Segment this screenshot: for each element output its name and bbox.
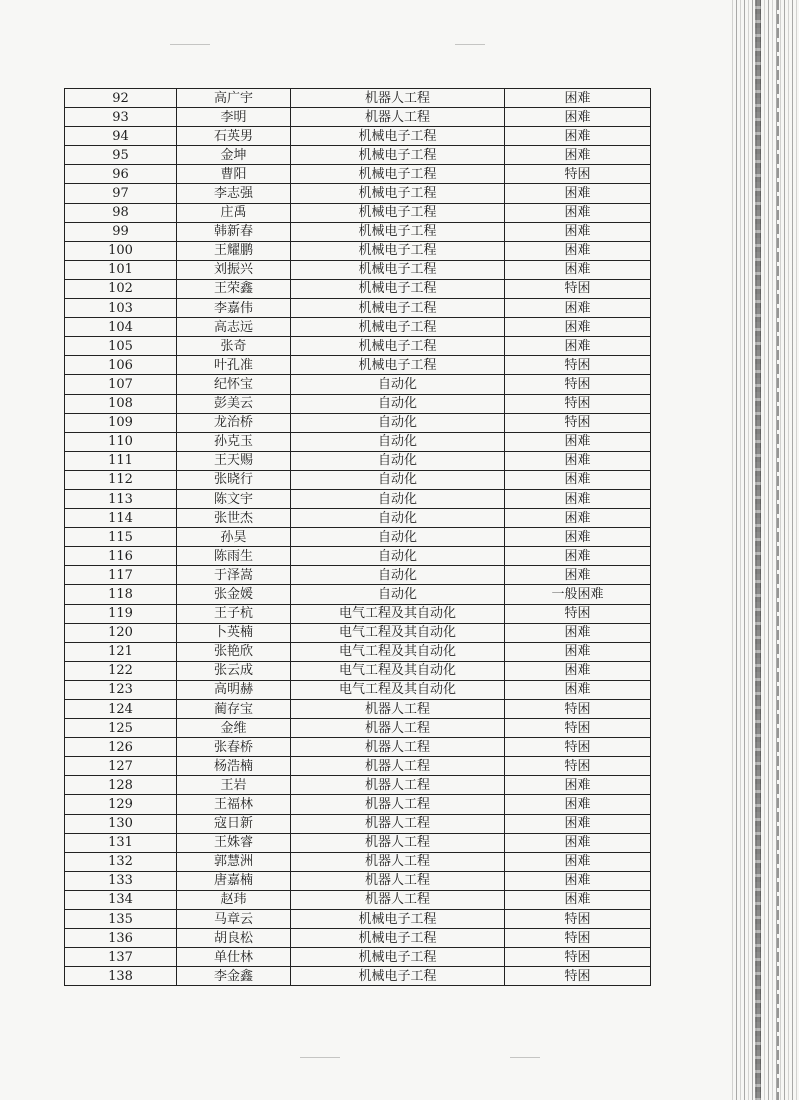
- row-number-cell: 107: [65, 375, 177, 394]
- table-row: [65, 910, 651, 929]
- student-name-cell: 单仕林: [177, 948, 291, 967]
- table-row: [65, 375, 651, 394]
- row-number-cell: 136: [65, 929, 177, 948]
- table-row: [65, 279, 651, 298]
- row-number-cell: 113: [65, 489, 177, 508]
- major-cell: 电气工程及其自动化: [291, 623, 505, 642]
- row-number-cell: 95: [65, 146, 177, 165]
- row-number-cell: 124: [65, 700, 177, 719]
- table-row: [65, 260, 651, 279]
- table-row: [65, 470, 651, 489]
- row-number-cell: 93: [65, 108, 177, 127]
- student-name-cell: 彭美云: [177, 394, 291, 413]
- table-row: [65, 489, 651, 508]
- row-number-cell: 108: [65, 394, 177, 413]
- student-name-cell: 叶孔准: [177, 356, 291, 375]
- hardship-level-cell: 困难: [505, 451, 651, 470]
- major-cell: 机械电子工程: [291, 146, 505, 165]
- student-name-cell: 石英男: [177, 127, 291, 146]
- row-number-cell: 112: [65, 470, 177, 489]
- student-name-cell: 马章云: [177, 910, 291, 929]
- student-name-cell: 寇日新: [177, 814, 291, 833]
- hardship-level-cell: 困难: [505, 566, 651, 585]
- table-row: [65, 604, 651, 623]
- major-cell: 机械电子工程: [291, 337, 505, 356]
- table-row: [65, 623, 651, 642]
- student-name-cell: 金维: [177, 719, 291, 738]
- row-number-cell: 119: [65, 604, 177, 623]
- row-number-cell: 94: [65, 127, 177, 146]
- table-row: [65, 394, 651, 413]
- hardship-level-cell: 特困: [505, 165, 651, 184]
- student-name-cell: 高广宇: [177, 89, 291, 108]
- major-cell: 机器人工程: [291, 814, 505, 833]
- major-cell: 机器人工程: [291, 757, 505, 776]
- student-name-cell: 高明赫: [177, 680, 291, 699]
- row-number-cell: 131: [65, 833, 177, 852]
- table-row: [65, 566, 651, 585]
- row-number-cell: 116: [65, 547, 177, 566]
- table-row: [65, 547, 651, 566]
- major-cell: 自动化: [291, 375, 505, 394]
- student-name-cell: 蔺存宝: [177, 700, 291, 719]
- student-name-cell: 张奇: [177, 337, 291, 356]
- row-number-cell: 135: [65, 910, 177, 929]
- table-row: [65, 738, 651, 757]
- row-number-cell: 117: [65, 566, 177, 585]
- row-number-cell: 96: [65, 165, 177, 184]
- table-row: [65, 203, 651, 222]
- row-number-cell: 102: [65, 279, 177, 298]
- row-number-cell: 100: [65, 241, 177, 260]
- major-cell: 自动化: [291, 585, 505, 604]
- table-row: [65, 356, 651, 375]
- table-row: [65, 241, 651, 260]
- major-cell: 机械电子工程: [291, 910, 505, 929]
- student-name-cell: 李明: [177, 108, 291, 127]
- roster-table-wrapper: [64, 88, 651, 986]
- major-cell: 机械电子工程: [291, 222, 505, 241]
- table-row: [65, 871, 651, 890]
- hardship-level-cell: 困难: [505, 432, 651, 451]
- student-name-cell: 杨浩楠: [177, 757, 291, 776]
- major-cell: 机器人工程: [291, 700, 505, 719]
- row-number-cell: 105: [65, 337, 177, 356]
- major-cell: 机械电子工程: [291, 318, 505, 337]
- student-name-cell: 刘振兴: [177, 260, 291, 279]
- hardship-level-cell: 困难: [505, 547, 651, 566]
- row-number-cell: 109: [65, 413, 177, 432]
- hardship-level-cell: 困难: [505, 509, 651, 528]
- hardship-level-cell: 困难: [505, 203, 651, 222]
- row-number-cell: 121: [65, 642, 177, 661]
- hardship-level-cell: 特困: [505, 356, 651, 375]
- student-name-cell: 庄禹: [177, 203, 291, 222]
- hardship-level-cell: 特困: [505, 910, 651, 929]
- student-name-cell: 李嘉伟: [177, 299, 291, 318]
- student-name-cell: 张世杰: [177, 509, 291, 528]
- hardship-level-cell: 困难: [505, 623, 651, 642]
- table-row: [65, 222, 651, 241]
- roster-table-body: [65, 89, 651, 986]
- student-name-cell: 韩新春: [177, 222, 291, 241]
- student-name-cell: 张金媛: [177, 585, 291, 604]
- scan-edge-artifact-dark: [755, 0, 761, 1100]
- hardship-level-cell: 特困: [505, 967, 651, 986]
- row-number-cell: 114: [65, 509, 177, 528]
- table-row: [65, 890, 651, 909]
- row-number-cell: 99: [65, 222, 177, 241]
- student-name-cell: 龙治桥: [177, 413, 291, 432]
- hardship-level-cell: 困难: [505, 146, 651, 165]
- hardship-level-cell: 困难: [505, 222, 651, 241]
- student-name-cell: 李金鑫: [177, 967, 291, 986]
- row-number-cell: 110: [65, 432, 177, 451]
- table-row: [65, 337, 651, 356]
- hardship-level-cell: 困难: [505, 241, 651, 260]
- row-number-cell: 97: [65, 184, 177, 203]
- table-row: [65, 509, 651, 528]
- table-row: [65, 852, 651, 871]
- major-cell: 自动化: [291, 489, 505, 508]
- hardship-level-cell: 困难: [505, 108, 651, 127]
- hardship-level-cell: 特困: [505, 719, 651, 738]
- hardship-level-cell: 特困: [505, 279, 651, 298]
- hardship-level-cell: 困难: [505, 795, 651, 814]
- hardship-level-cell: 困难: [505, 890, 651, 909]
- table-row: [65, 776, 651, 795]
- hardship-level-cell: 特困: [505, 700, 651, 719]
- hardship-level-cell: 特困: [505, 604, 651, 623]
- student-name-cell: 王天赐: [177, 451, 291, 470]
- student-name-cell: 王耀鹏: [177, 241, 291, 260]
- row-number-cell: 104: [65, 318, 177, 337]
- scan-smudge: [455, 44, 485, 45]
- major-cell: 机器人工程: [291, 890, 505, 909]
- row-number-cell: 130: [65, 814, 177, 833]
- hardship-level-cell: 困难: [505, 489, 651, 508]
- major-cell: 机器人工程: [291, 852, 505, 871]
- hardship-level-cell: 困难: [505, 680, 651, 699]
- student-name-cell: 曹阳: [177, 165, 291, 184]
- row-number-cell: 133: [65, 871, 177, 890]
- major-cell: 机器人工程: [291, 776, 505, 795]
- student-name-cell: 赵玮: [177, 890, 291, 909]
- table-row: [65, 585, 651, 604]
- hardship-level-cell: 一般困难: [505, 585, 651, 604]
- table-row: [65, 814, 651, 833]
- student-name-cell: 胡良松: [177, 929, 291, 948]
- table-row: [65, 146, 651, 165]
- hardship-level-cell: 特困: [505, 738, 651, 757]
- hardship-level-cell: 特困: [505, 948, 651, 967]
- major-cell: 机器人工程: [291, 108, 505, 127]
- major-cell: 电气工程及其自动化: [291, 604, 505, 623]
- table-row: [65, 680, 651, 699]
- major-cell: 自动化: [291, 547, 505, 566]
- hardship-level-cell: 困难: [505, 871, 651, 890]
- student-name-cell: 王福林: [177, 795, 291, 814]
- table-row: [65, 451, 651, 470]
- hardship-level-cell: 困难: [505, 260, 651, 279]
- scan-smudge: [300, 1057, 340, 1058]
- row-number-cell: 98: [65, 203, 177, 222]
- scan-edge-artifact: [729, 0, 799, 1100]
- table-row: [65, 108, 651, 127]
- student-name-cell: 纪怀宝: [177, 375, 291, 394]
- hardship-level-cell: 困难: [505, 318, 651, 337]
- student-name-cell: 王子杭: [177, 604, 291, 623]
- hardship-level-cell: 困难: [505, 89, 651, 108]
- major-cell: 机械电子工程: [291, 929, 505, 948]
- student-name-cell: 孙克玉: [177, 432, 291, 451]
- hardship-level-cell: 特困: [505, 394, 651, 413]
- major-cell: 电气工程及其自动化: [291, 661, 505, 680]
- row-number-cell: 122: [65, 661, 177, 680]
- table-row: [65, 661, 651, 680]
- student-name-cell: 王姝睿: [177, 833, 291, 852]
- table-row: [65, 929, 651, 948]
- student-name-cell: 陈文宇: [177, 489, 291, 508]
- major-cell: 机器人工程: [291, 89, 505, 108]
- major-cell: 自动化: [291, 470, 505, 489]
- row-number-cell: 103: [65, 299, 177, 318]
- table-row: [65, 967, 651, 986]
- table-row: [65, 833, 651, 852]
- table-row: [65, 127, 651, 146]
- row-number-cell: 134: [65, 890, 177, 909]
- student-name-cell: 张云成: [177, 661, 291, 680]
- hardship-level-cell: 特困: [505, 757, 651, 776]
- major-cell: 机械电子工程: [291, 279, 505, 298]
- student-name-cell: 张春桥: [177, 738, 291, 757]
- major-cell: 机械电子工程: [291, 260, 505, 279]
- table-row: [65, 318, 651, 337]
- row-number-cell: 126: [65, 738, 177, 757]
- hardship-level-cell: 困难: [505, 814, 651, 833]
- hardship-level-cell: 困难: [505, 852, 651, 871]
- table-row: [65, 432, 651, 451]
- hardship-level-cell: 困难: [505, 470, 651, 489]
- scan-edge-artifact-thin: [777, 0, 779, 1100]
- hardship-level-cell: 困难: [505, 661, 651, 680]
- row-number-cell: 111: [65, 451, 177, 470]
- hardship-level-cell: 困难: [505, 776, 651, 795]
- major-cell: 电气工程及其自动化: [291, 642, 505, 661]
- major-cell: 机械电子工程: [291, 299, 505, 318]
- student-name-cell: 张晓行: [177, 470, 291, 489]
- student-name-cell: 陈雨生: [177, 547, 291, 566]
- hardship-level-cell: 困难: [505, 642, 651, 661]
- major-cell: 机器人工程: [291, 738, 505, 757]
- scan-smudge: [510, 1057, 540, 1058]
- row-number-cell: 127: [65, 757, 177, 776]
- major-cell: 机械电子工程: [291, 356, 505, 375]
- student-name-cell: 唐嘉楠: [177, 871, 291, 890]
- hardship-level-cell: 困难: [505, 184, 651, 203]
- major-cell: 自动化: [291, 528, 505, 547]
- student-name-cell: 金坤: [177, 146, 291, 165]
- major-cell: 机械电子工程: [291, 165, 505, 184]
- major-cell: 自动化: [291, 394, 505, 413]
- table-row: [65, 89, 651, 108]
- student-name-cell: 王岩: [177, 776, 291, 795]
- major-cell: 自动化: [291, 566, 505, 585]
- student-name-cell: 高志远: [177, 318, 291, 337]
- table-row: [65, 413, 651, 432]
- major-cell: 机械电子工程: [291, 127, 505, 146]
- major-cell: 机械电子工程: [291, 967, 505, 986]
- major-cell: 电气工程及其自动化: [291, 680, 505, 699]
- table-row: [65, 757, 651, 776]
- row-number-cell: 128: [65, 776, 177, 795]
- row-number-cell: 125: [65, 719, 177, 738]
- hardship-level-cell: 特困: [505, 413, 651, 432]
- major-cell: 自动化: [291, 413, 505, 432]
- major-cell: 机械电子工程: [291, 948, 505, 967]
- student-name-cell: 于泽嵩: [177, 566, 291, 585]
- major-cell: 机器人工程: [291, 795, 505, 814]
- row-number-cell: 137: [65, 948, 177, 967]
- student-name-cell: 张艳欣: [177, 642, 291, 661]
- student-name-cell: 王荣鑫: [177, 279, 291, 298]
- hardship-level-cell: 困难: [505, 833, 651, 852]
- row-number-cell: 101: [65, 260, 177, 279]
- major-cell: 自动化: [291, 451, 505, 470]
- row-number-cell: 115: [65, 528, 177, 547]
- table-row: [65, 719, 651, 738]
- student-name-cell: 孙昊: [177, 528, 291, 547]
- row-number-cell: 92: [65, 89, 177, 108]
- table-row: [65, 299, 651, 318]
- table-row: [65, 642, 651, 661]
- hardship-level-cell: 困难: [505, 299, 651, 318]
- student-name-cell: 郭慧洲: [177, 852, 291, 871]
- hardship-level-cell: 困难: [505, 528, 651, 547]
- major-cell: 机器人工程: [291, 719, 505, 738]
- major-cell: 自动化: [291, 432, 505, 451]
- row-number-cell: 138: [65, 967, 177, 986]
- table-row: [65, 700, 651, 719]
- student-aid-roster-table: [64, 88, 651, 986]
- student-name-cell: 李志强: [177, 184, 291, 203]
- hardship-level-cell: 困难: [505, 337, 651, 356]
- major-cell: 机械电子工程: [291, 203, 505, 222]
- student-name-cell: 卜英楠: [177, 623, 291, 642]
- table-row: [65, 165, 651, 184]
- major-cell: 自动化: [291, 509, 505, 528]
- major-cell: 机器人工程: [291, 871, 505, 890]
- table-row: [65, 795, 651, 814]
- scan-smudge: [170, 44, 210, 45]
- row-number-cell: 106: [65, 356, 177, 375]
- hardship-level-cell: 困难: [505, 127, 651, 146]
- row-number-cell: 129: [65, 795, 177, 814]
- hardship-level-cell: 特困: [505, 375, 651, 394]
- row-number-cell: 132: [65, 852, 177, 871]
- table-row: [65, 948, 651, 967]
- major-cell: 机械电子工程: [291, 184, 505, 203]
- hardship-level-cell: 特困: [505, 929, 651, 948]
- row-number-cell: 118: [65, 585, 177, 604]
- major-cell: 机器人工程: [291, 833, 505, 852]
- table-row: [65, 184, 651, 203]
- row-number-cell: 120: [65, 623, 177, 642]
- row-number-cell: 123: [65, 680, 177, 699]
- table-row: [65, 528, 651, 547]
- major-cell: 机械电子工程: [291, 241, 505, 260]
